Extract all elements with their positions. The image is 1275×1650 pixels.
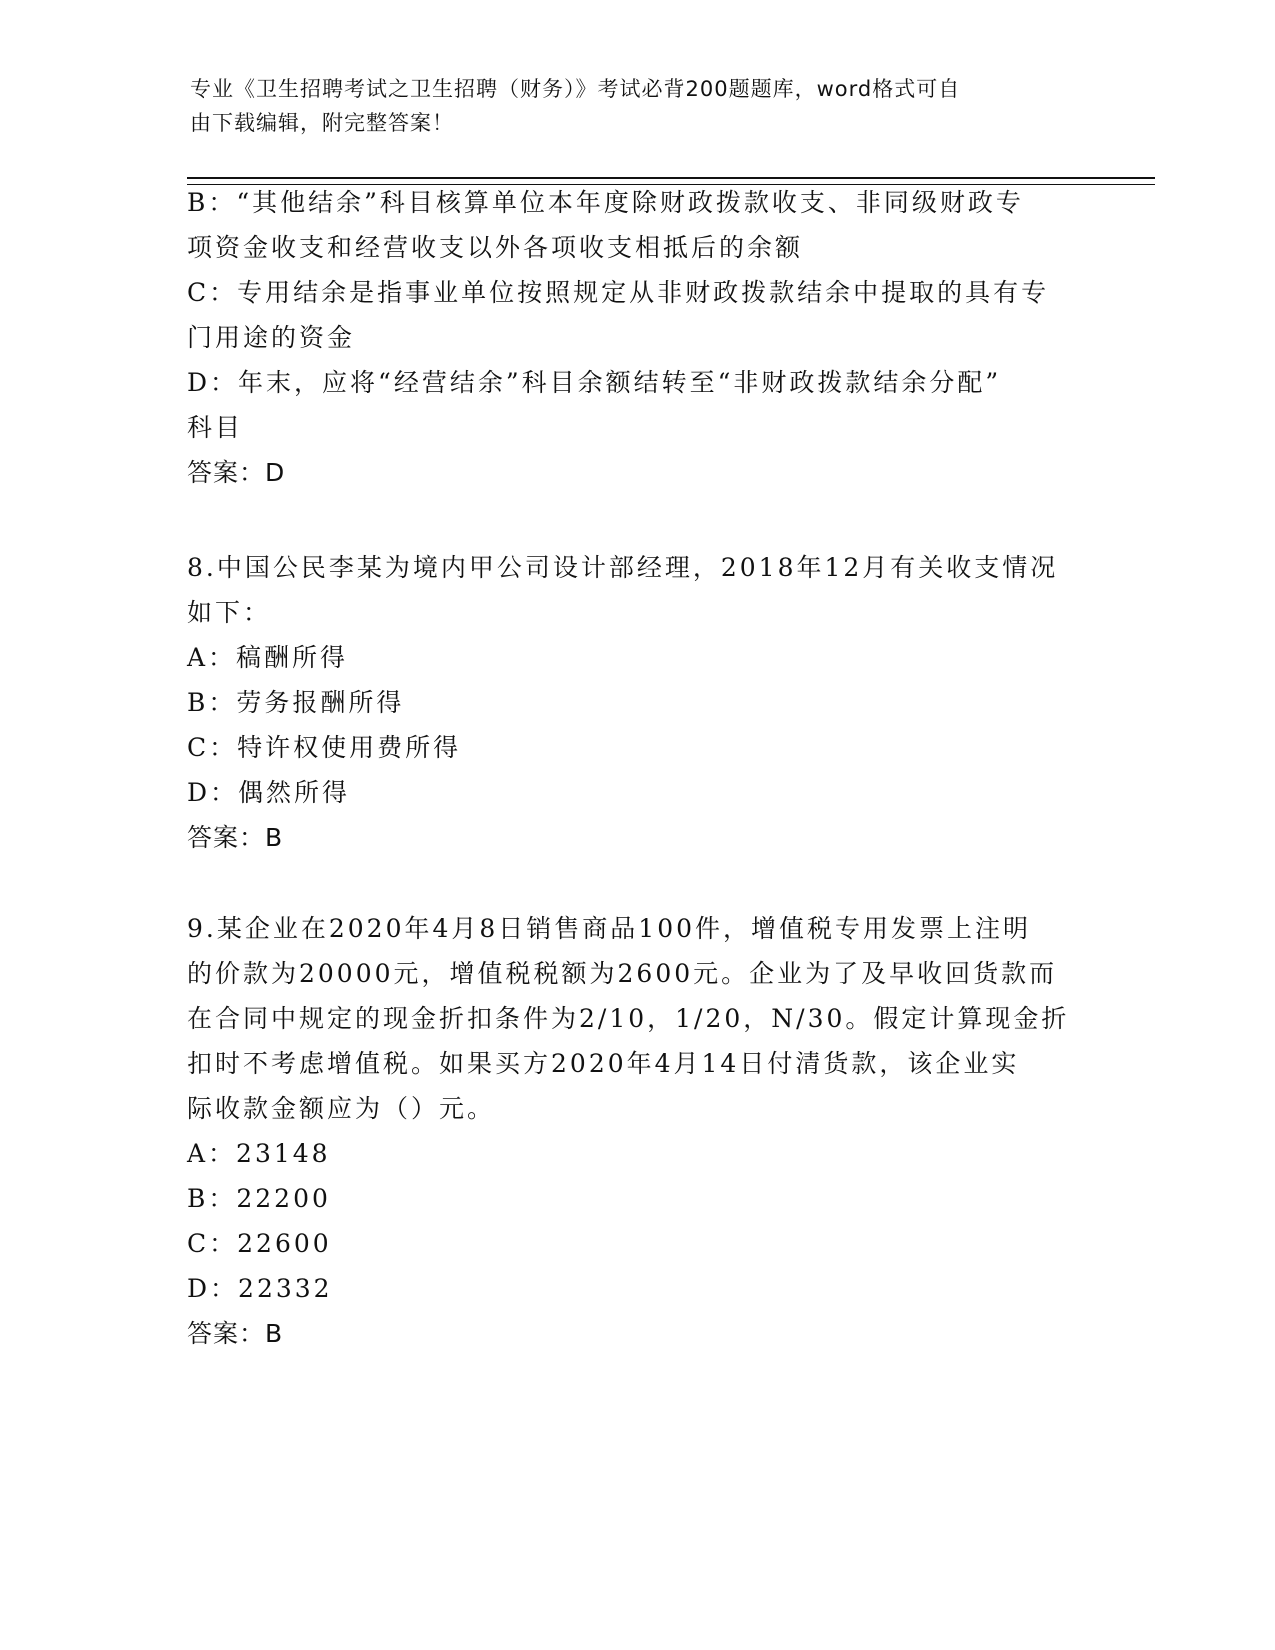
question-8-stem-line-2: 如下： [187, 598, 272, 627]
question-9-option-a: A：23148 [187, 1139, 331, 1168]
question-8-option-c: C：特许权使用费所得 [187, 733, 462, 762]
question-7-option-d-line-1: D：年末，应将“经营结余”科目余额结转至“非财政拨款结余分配” [187, 368, 1002, 397]
header-line-2: 由下载编辑，附完整答案！ [190, 111, 454, 135]
question-9-stem-line-5: 际收款金额应为（）元。 [187, 1094, 496, 1123]
question-9-stem-line-4: 扣时不考虑增值税。如果买方2020年4月14日付清货款，该企业实 [187, 1049, 1020, 1078]
question-9-option-d: D：22332 [187, 1274, 333, 1303]
header-divider-thick [187, 177, 1155, 179]
question-7-option-d-line-2: 科目 [187, 413, 244, 442]
question-8-option-b: B：劳务报酬所得 [187, 688, 405, 717]
question-9-option-c: C：22600 [187, 1229, 332, 1258]
question-7-option-b-line-2: 项资金收支和经营收支以外各项收支相抵后的余额 [187, 233, 804, 262]
question-7-option-c-line-2: 门用途的资金 [187, 323, 356, 352]
question-9-stem-line-2: 的价款为20000元，增值税税额为2600元。企业为了及早收回货款而 [187, 959, 1058, 988]
header-line-1: 专业《卫生招聘考试之卫生招聘（财务）》考试必背200题题库，word格式可自 [190, 77, 961, 101]
document-header [190, 72, 1070, 140]
question-9-option-b: B：22200 [187, 1184, 331, 1213]
question-8-block [187, 545, 1087, 860]
question-8-option-d: D：偶然所得 [187, 778, 351, 807]
question-8-option-a: A：稿酬所得 [187, 643, 349, 672]
question-9-block [187, 906, 1087, 1356]
question-9-stem-line-1: 9.某企业在2020年4月8日销售商品100件，增值税专用发票上注明 [187, 914, 1032, 943]
question-7-option-c-line-1: C：专用结余是指事业单位按照规定从非财政拨款结余中提取的具有专 [187, 278, 1050, 307]
question-7-block [187, 180, 1087, 495]
question-9-stem-line-3: 在合同中规定的现金折扣条件为2/10，1/20，N/30。假定计算现金折 [187, 1004, 1070, 1033]
question-9-answer: 答案：B [187, 1319, 284, 1348]
question-7-answer: 答案：D [187, 458, 286, 487]
question-8-answer: 答案：B [187, 823, 284, 852]
question-7-option-b-line-1: B：“其他结余”科目核算单位本年度除财政拨款收支、非同级财政专 [187, 188, 1024, 217]
question-8-stem-line-1: 8.中国公民李某为境内甲公司设计部经理，2018年12月有关收支情况 [187, 553, 1059, 582]
